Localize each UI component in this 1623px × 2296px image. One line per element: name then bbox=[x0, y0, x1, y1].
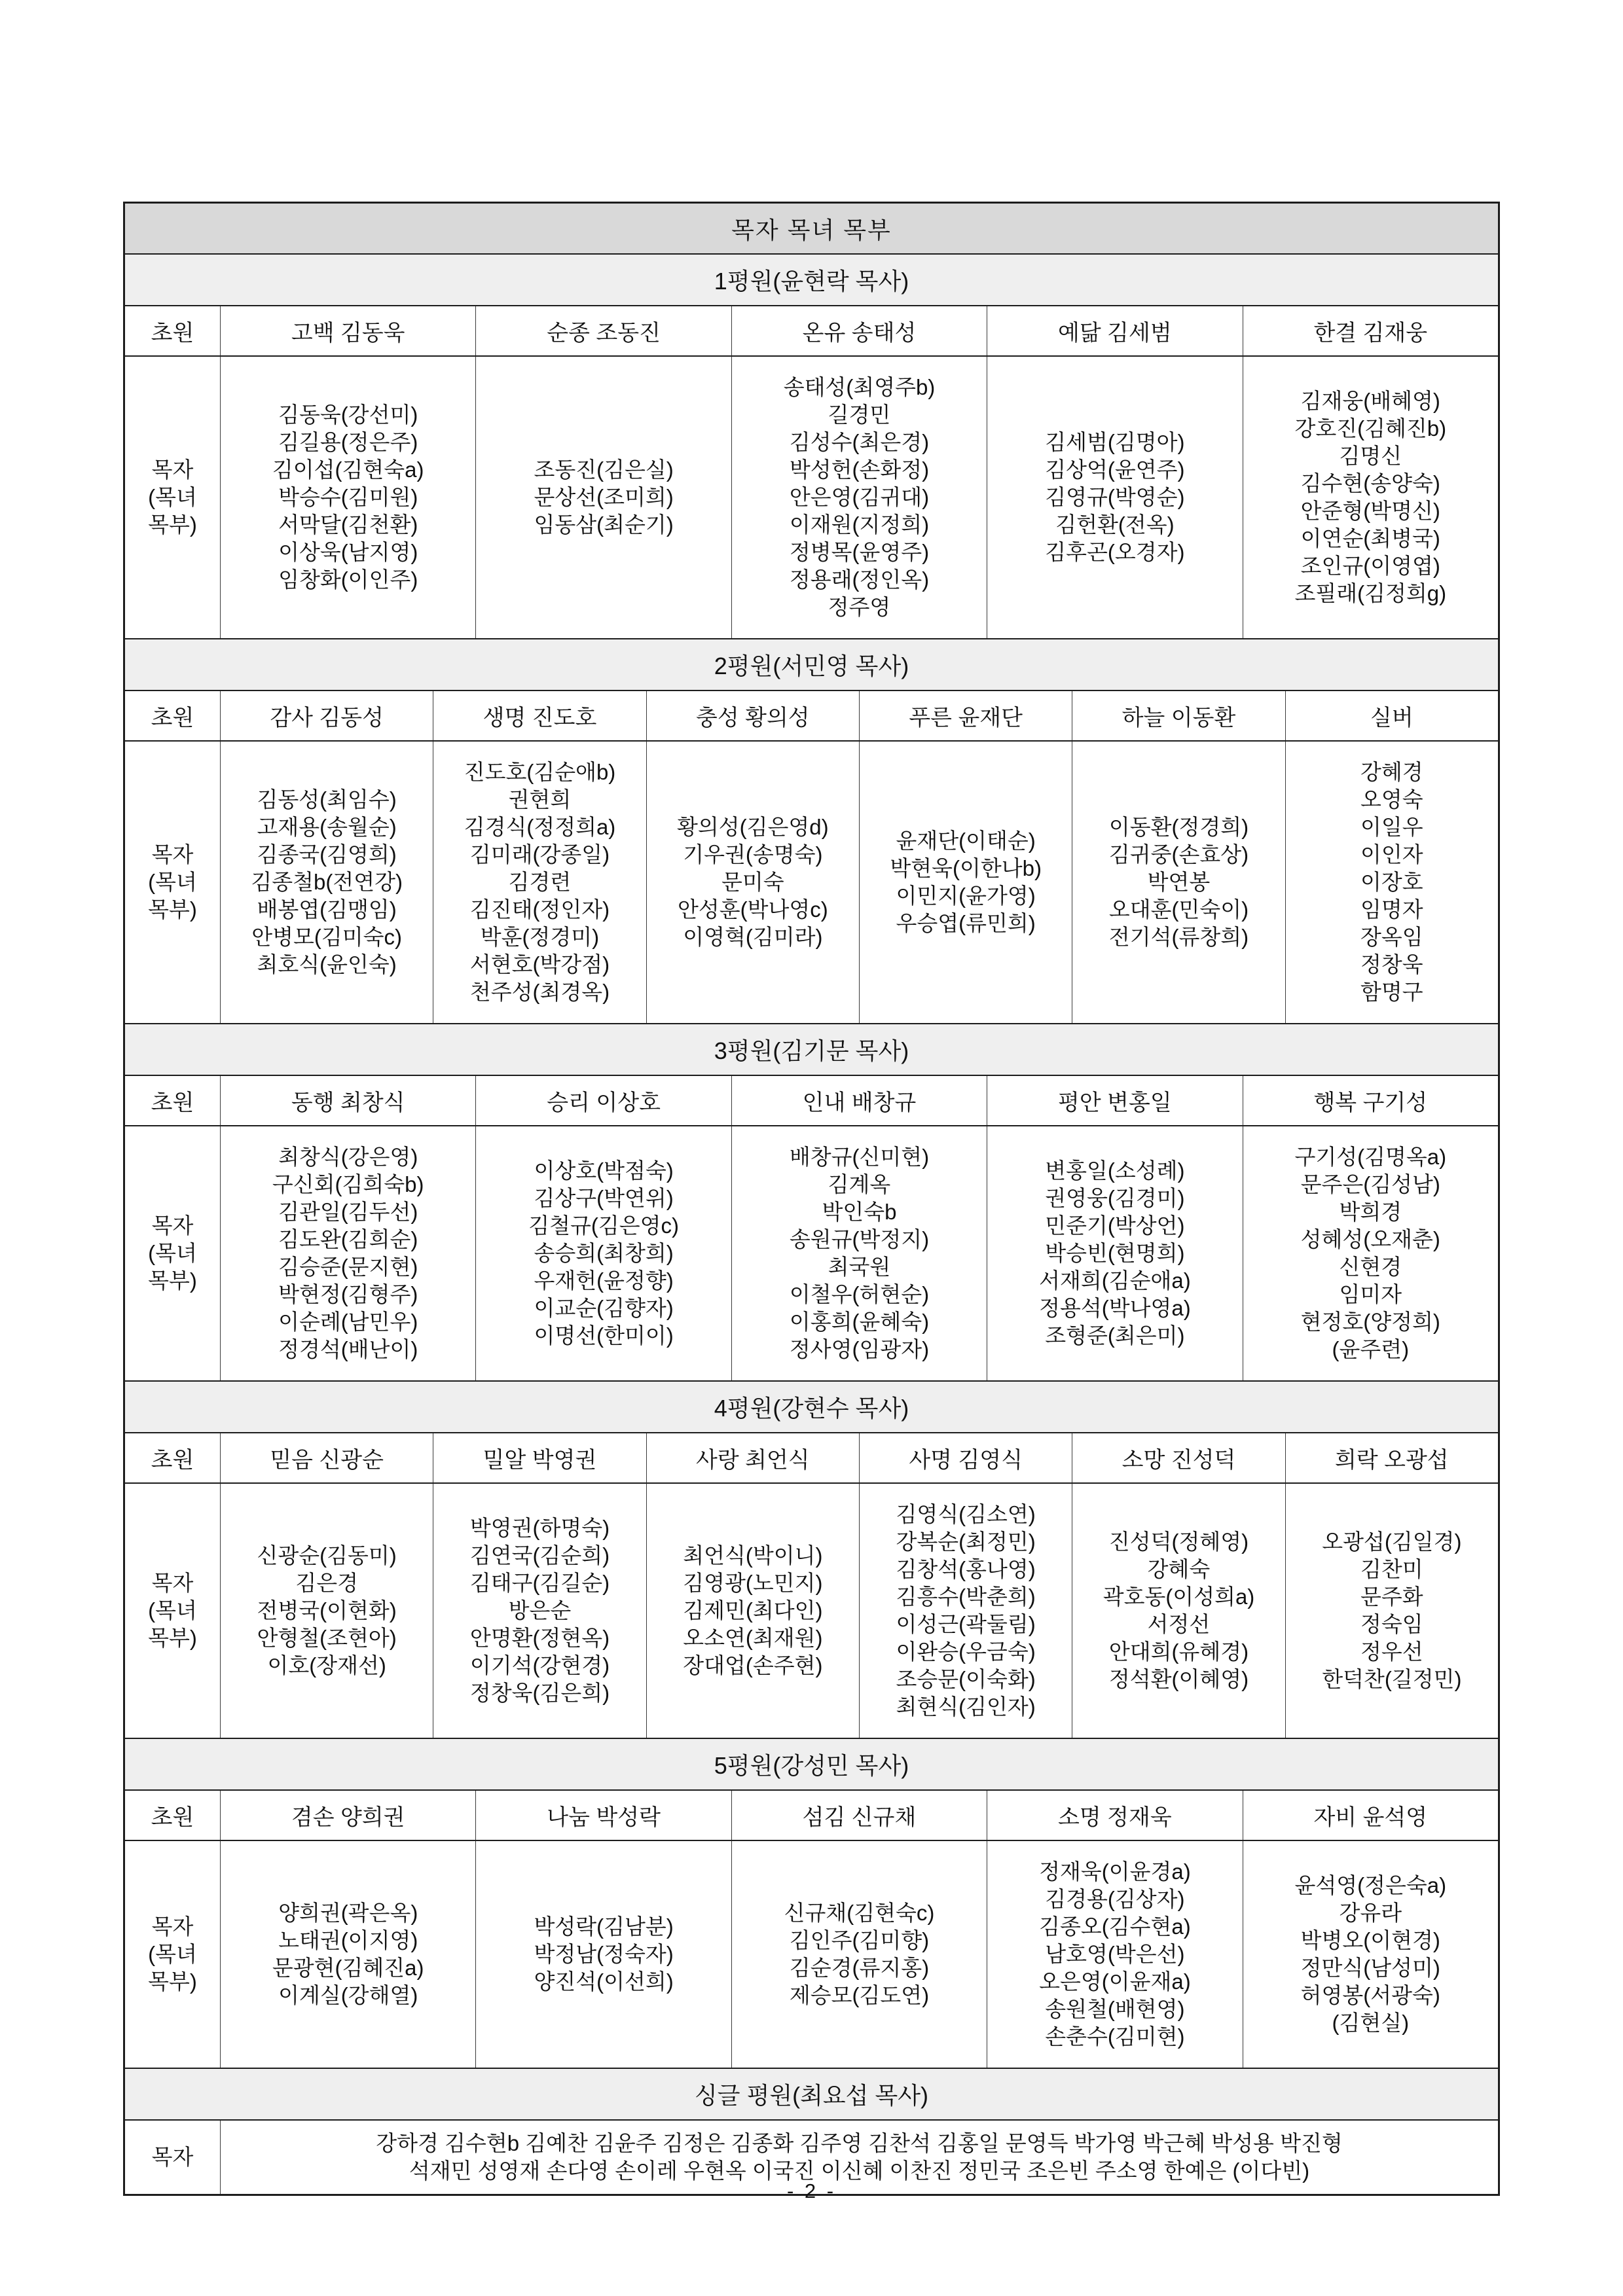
name-line: 김동욱(강선미) bbox=[278, 403, 418, 427]
name-line: 민준기(박상언) bbox=[1045, 1213, 1185, 1238]
pasture-cell bbox=[859, 742, 1072, 1023]
name-line: 박현정(김형주) bbox=[278, 1282, 418, 1306]
name-line: 이홍희(윤혜숙) bbox=[789, 1310, 930, 1334]
pasture-cell bbox=[646, 742, 859, 1023]
name-line: 정용석(박나영a) bbox=[1039, 1296, 1191, 1320]
name-line: 김상억(윤연주) bbox=[1045, 457, 1185, 482]
name-line: 정경석(배난이) bbox=[278, 1337, 418, 1361]
name-line: 김경용(김상자) bbox=[1045, 1887, 1185, 1911]
pasture-cell bbox=[987, 1126, 1242, 1380]
name-line: 이연순(최병국) bbox=[1300, 526, 1440, 550]
name-line: 남호영(박은선) bbox=[1045, 1942, 1185, 1966]
column-header: 인내 배창규 bbox=[731, 1076, 987, 1125]
column-header-row bbox=[125, 691, 1498, 742]
name-line: 김진태(정인자) bbox=[469, 897, 610, 922]
name-line: 박병오(이현경) bbox=[1300, 1928, 1440, 1952]
name-line: 김승준(문지현) bbox=[278, 1255, 418, 1279]
row-label-line: 목자 bbox=[151, 842, 194, 867]
name-line: 배봉엽(김맹임) bbox=[257, 897, 397, 922]
name-line: 구신회(김희숙b) bbox=[272, 1172, 424, 1196]
name-line: 김인주(김미향) bbox=[789, 1928, 930, 1952]
name-line: 진도호(김순애b) bbox=[464, 760, 616, 784]
pasture-cell bbox=[1243, 1841, 1498, 2068]
name-line: 장대업(손주현) bbox=[683, 1653, 823, 1677]
name-line: 정사영(임광자) bbox=[789, 1337, 930, 1361]
name-line: 이일우 bbox=[1360, 815, 1423, 839]
column-header: 고백 김동욱 bbox=[220, 306, 475, 355]
page-number: - 2 - bbox=[786, 2179, 837, 2202]
name-line: 박승빈(현명희) bbox=[1045, 1241, 1185, 1265]
name-line: 김관일(김두선) bbox=[278, 1200, 418, 1224]
name-line: 현정호(양정희) bbox=[1300, 1310, 1440, 1334]
pasture-cell bbox=[1285, 1484, 1498, 1738]
pasture-cell bbox=[475, 1841, 731, 2068]
name-line: 문광현(김혜진a) bbox=[272, 1956, 424, 1980]
name-line: 정창욱(김은희) bbox=[469, 1681, 610, 1705]
name-line: 임동삼(최순기) bbox=[534, 512, 674, 537]
name-line: 김영규(박영순) bbox=[1045, 485, 1185, 509]
name-line: 김미래(강종일) bbox=[469, 842, 610, 867]
name-line: 김이섭(김현숙a) bbox=[272, 457, 424, 482]
name-line: 윤재단(이태순) bbox=[896, 829, 1036, 853]
name-line: 오은영(이윤재a) bbox=[1039, 1969, 1191, 1994]
name-line: 김수현(송양숙) bbox=[1300, 471, 1440, 495]
name-line: 우재헌(윤정향) bbox=[534, 1268, 674, 1293]
name-line: 한덕찬(길정민) bbox=[1322, 1667, 1462, 1691]
single-names-line: 석재민 성영재 손다영 손이레 우현옥 이국진 이신혜 이찬진 정민국 조은빈 주소영 한예은 (이다빈) bbox=[409, 2159, 1310, 2183]
name-line: 황의성(김은영d) bbox=[677, 815, 829, 839]
column-header: 하늘 이동환 bbox=[1072, 691, 1285, 740]
name-line: 김도완(김희순) bbox=[278, 1227, 418, 1251]
single-section bbox=[125, 2068, 1498, 2194]
row-label-line: (목녀 bbox=[148, 870, 197, 894]
pasture-cell bbox=[220, 1484, 433, 1738]
column-header: 희락 오광섭 bbox=[1285, 1433, 1498, 1482]
sections-container bbox=[125, 255, 1498, 2194]
name-line: 김영식(김소연) bbox=[896, 1502, 1036, 1526]
name-line: 천주성(최경옥) bbox=[469, 980, 610, 1004]
column-header: 평안 변홍일 bbox=[987, 1076, 1242, 1125]
name-line: 정병목(윤영주) bbox=[789, 540, 930, 564]
name-line: 장옥임 bbox=[1360, 925, 1423, 949]
name-line: 이순례(남민우) bbox=[278, 1310, 418, 1334]
column-header: 동행 최창식 bbox=[220, 1076, 475, 1125]
name-line: 손춘수(김미현) bbox=[1045, 2024, 1185, 2049]
name-line: 안병모(김미숙c) bbox=[251, 925, 403, 949]
pasture-cell bbox=[433, 1484, 646, 1738]
name-line: 이기석(강현경) bbox=[469, 1653, 610, 1677]
name-line: 이장호 bbox=[1360, 870, 1423, 894]
column-header: 소망 진성덕 bbox=[1072, 1433, 1285, 1482]
name-line: 안은영(김귀대) bbox=[789, 485, 930, 509]
name-line: 이영혁(김미라) bbox=[683, 925, 823, 949]
name-line: 이동환(정경희) bbox=[1108, 815, 1249, 839]
name-line: 임창화(이인주) bbox=[278, 567, 418, 592]
name-line: 김성수(최은경) bbox=[789, 430, 930, 454]
row-label bbox=[125, 742, 220, 1023]
name-line: 이상욱(남지영) bbox=[278, 540, 418, 564]
name-line: 진성덕(정혜영) bbox=[1108, 1530, 1249, 1554]
name-line: 김세범(김명아) bbox=[1045, 430, 1185, 454]
section-body-row bbox=[125, 1126, 1498, 1380]
name-line: 최국원 bbox=[828, 1255, 891, 1279]
pasture-section bbox=[125, 638, 1498, 1023]
column-header: 믿음 신광순 bbox=[220, 1433, 433, 1482]
column-header: 승리 이상호 bbox=[475, 1076, 731, 1125]
row-label-line: 목자 bbox=[151, 1914, 194, 1939]
name-line: 함명구 bbox=[1360, 980, 1423, 1004]
column-header-row bbox=[125, 306, 1498, 357]
name-line: 우승엽(류민희) bbox=[896, 911, 1036, 935]
corner-label: 초원 bbox=[151, 1805, 194, 1830]
name-line: 서현호(박강점) bbox=[469, 952, 610, 977]
name-line: 권현희 bbox=[508, 787, 572, 812]
name-line: 문주화 bbox=[1360, 1585, 1423, 1609]
name-line: 송승희(최창희) bbox=[534, 1241, 674, 1265]
name-line: 김순경(류지홍) bbox=[789, 1956, 930, 1980]
pasture-cell bbox=[646, 1484, 859, 1738]
name-line: 문상선(조미희) bbox=[534, 485, 674, 509]
column-header-row bbox=[125, 1076, 1498, 1126]
name-line: 이상호(박점숙) bbox=[534, 1158, 674, 1183]
row-label: 목자 bbox=[151, 2145, 194, 2169]
name-line: 조필래(김정희g) bbox=[1294, 581, 1447, 605]
name-line: 전기석(류창희) bbox=[1108, 925, 1249, 949]
name-line: 성혜성(오재춘) bbox=[1300, 1227, 1440, 1251]
name-line: 박인숙b bbox=[822, 1200, 897, 1224]
name-line: 김찬미 bbox=[1360, 1557, 1423, 1581]
name-line: 배창규(신미현) bbox=[789, 1145, 930, 1169]
name-line: 김경련 bbox=[508, 870, 572, 894]
section-body-row bbox=[125, 742, 1498, 1023]
name-line: 고재용(송월순) bbox=[257, 815, 397, 839]
name-line: 기우권(송명숙) bbox=[683, 842, 823, 867]
name-line: 안성훈(박나영c) bbox=[677, 897, 828, 922]
row-label bbox=[125, 357, 220, 638]
pasture-cell bbox=[1243, 1126, 1498, 1380]
name-line: 정숙임 bbox=[1360, 1612, 1423, 1636]
name-line: 이명선(한미이) bbox=[534, 1323, 674, 1348]
pasture-cell bbox=[1243, 357, 1498, 638]
name-line: 정만식(남성미) bbox=[1300, 1956, 1440, 1980]
section-header: 5평원(강성민 목사) bbox=[125, 1739, 1498, 1791]
corner-label: 초원 bbox=[151, 1090, 194, 1115]
column-header: 사명 김영식 bbox=[859, 1433, 1072, 1482]
name-line: 송원철(배현영) bbox=[1045, 1997, 1185, 2021]
row-label-line: 목자 bbox=[151, 1571, 194, 1595]
name-line: 박성헌(손화정) bbox=[789, 457, 930, 482]
name-line: 노태권(이지영) bbox=[278, 1928, 418, 1952]
name-line: 변홍일(소성례) bbox=[1045, 1158, 1185, 1183]
pasture-cell bbox=[220, 742, 433, 1023]
row-label bbox=[125, 1126, 220, 1380]
roster-table bbox=[123, 202, 1500, 2196]
name-line: 양희권(곽은옥) bbox=[278, 1901, 418, 1925]
name-line: 서정선 bbox=[1147, 1612, 1211, 1636]
name-line: 문미숙 bbox=[721, 870, 784, 894]
section-body-row bbox=[125, 1484, 1498, 1738]
name-line: 방은순 bbox=[508, 1598, 572, 1623]
name-line: 김제민(최다인) bbox=[683, 1598, 823, 1623]
row-label-line: 목자 bbox=[151, 1213, 194, 1238]
name-line: 이인자 bbox=[1360, 842, 1423, 867]
name-line: 이성근(곽둘림) bbox=[896, 1612, 1036, 1636]
row-label-line: (목녀 bbox=[148, 1241, 197, 1265]
name-line: 강혜경 bbox=[1360, 760, 1423, 784]
name-line: 강혜숙 bbox=[1147, 1557, 1211, 1581]
name-line: 이완승(우금숙) bbox=[896, 1640, 1036, 1664]
pasture-cell bbox=[220, 1126, 475, 1380]
row-label-line: (목녀 bbox=[148, 1942, 197, 1966]
name-line: 이민지(윤가영) bbox=[896, 884, 1036, 908]
name-line: 김종국(김영희) bbox=[257, 842, 397, 867]
column-header: 감사 김동성 bbox=[220, 691, 433, 740]
name-line: 김창석(홍나영) bbox=[896, 1557, 1036, 1581]
corner-label: 초원 bbox=[151, 706, 194, 730]
name-line: 안대희(유혜경) bbox=[1108, 1640, 1249, 1664]
name-line: 최언식(박이니) bbox=[683, 1543, 823, 1568]
pasture-section bbox=[125, 1380, 1498, 1738]
name-line: 박정남(정숙자) bbox=[534, 1942, 674, 1966]
name-line: 안준형(박명신) bbox=[1300, 499, 1440, 523]
name-line: 전병국(이현화) bbox=[257, 1598, 397, 1623]
column-header: 생명 진도호 bbox=[433, 691, 646, 740]
name-line: 박희경 bbox=[1339, 1200, 1402, 1224]
column-header: 겸손 양희권 bbox=[220, 1791, 475, 1840]
row-label-line: 목자 bbox=[151, 457, 194, 482]
name-line: 권영웅(김경미) bbox=[1045, 1186, 1185, 1210]
corner-label: 초원 bbox=[151, 1448, 194, 1473]
name-line: 이교순(김향자) bbox=[534, 1296, 674, 1320]
name-line: 안형철(조현아) bbox=[257, 1626, 397, 1650]
name-line: 김철규(김은영c) bbox=[528, 1213, 679, 1238]
pasture-cell bbox=[731, 1126, 987, 1380]
row-label-line: 목부) bbox=[148, 1268, 197, 1293]
section-header: 4평원(강현수 목사) bbox=[125, 1382, 1498, 1433]
name-line: 김헌환(전옥) bbox=[1055, 512, 1175, 537]
name-line: 김은경 bbox=[295, 1571, 358, 1595]
name-line: 제승모(김도연) bbox=[789, 1983, 930, 2007]
row-label-line: 목부) bbox=[148, 512, 197, 537]
column-header: 충성 황의성 bbox=[646, 691, 859, 740]
name-line: 최호식(윤인숙) bbox=[257, 952, 397, 977]
pasture-cell bbox=[1285, 742, 1498, 1023]
row-label-line: 목부) bbox=[148, 897, 197, 922]
name-line: 서재희(김순애a) bbox=[1039, 1268, 1191, 1293]
pasture-cell bbox=[1072, 742, 1285, 1023]
name-line: 신광순(김동미) bbox=[257, 1543, 397, 1568]
name-line: 허영봉(서광숙) bbox=[1300, 1983, 1440, 2007]
name-line: 이호(장재선) bbox=[267, 1653, 386, 1677]
name-line: 김연국(김순희) bbox=[469, 1543, 610, 1568]
pasture-cell bbox=[731, 357, 987, 638]
name-line: 김귀중(손효상) bbox=[1108, 842, 1249, 867]
name-line: 박현욱(이한나b) bbox=[890, 856, 1042, 880]
name-line: 서막달(김천환) bbox=[278, 512, 418, 537]
pasture-cell bbox=[987, 1841, 1242, 2068]
row-label-line: 목부) bbox=[148, 1626, 197, 1650]
row-label-line: 목부) bbox=[148, 1969, 197, 1994]
pasture-cell bbox=[220, 357, 475, 638]
column-header: 밀알 박영권 bbox=[433, 1433, 646, 1482]
column-header: 소명 정재욱 bbox=[987, 1791, 1242, 1840]
name-line: 곽호동(이성희a) bbox=[1103, 1585, 1255, 1609]
name-line: 송원규(박정지) bbox=[789, 1227, 930, 1251]
section-header: 싱글 평원(최요섭 목사) bbox=[125, 2069, 1498, 2121]
column-header: 자비 윤석영 bbox=[1243, 1791, 1498, 1840]
name-line: 정창욱 bbox=[1360, 952, 1423, 977]
name-line: 김상구(박연위) bbox=[534, 1186, 674, 1210]
pasture-cell bbox=[1072, 1484, 1285, 1738]
name-line: 강유라 bbox=[1339, 1901, 1402, 1925]
name-line: 양진석(이선희) bbox=[534, 1969, 674, 1994]
name-line: 오광섭(김일경) bbox=[1322, 1530, 1462, 1554]
column-header: 온유 송태성 bbox=[731, 306, 987, 355]
name-line: 박성락(김남분) bbox=[534, 1914, 674, 1939]
name-line: 김길용(정은주) bbox=[278, 430, 418, 454]
name-line: 박연봉 bbox=[1147, 870, 1211, 894]
name-line: 김계옥 bbox=[828, 1172, 891, 1196]
name-line: 오소연(최재원) bbox=[683, 1626, 823, 1650]
pasture-section bbox=[125, 1023, 1498, 1380]
name-line: 김명신 bbox=[1339, 444, 1402, 468]
name-line: 오대훈(민숙이) bbox=[1108, 897, 1249, 922]
name-line: 최창식(강은영) bbox=[278, 1145, 418, 1169]
name-line: 이계실(강해열) bbox=[278, 1983, 418, 2007]
corner-label: 초원 bbox=[151, 321, 194, 346]
column-header: 행복 구기성 bbox=[1243, 1076, 1498, 1125]
name-line: 박승수(김미원) bbox=[278, 485, 418, 509]
name-line: 박영권(하명숙) bbox=[469, 1516, 610, 1540]
pasture-cell bbox=[475, 357, 731, 638]
section-header: 3평원(김기문 목사) bbox=[125, 1024, 1498, 1076]
name-line: 정용래(정인옥) bbox=[789, 567, 930, 592]
name-line: 신현경 bbox=[1339, 1255, 1402, 1279]
name-line: 김종철b(전연강) bbox=[251, 870, 403, 894]
name-line: 김흥수(박춘희) bbox=[896, 1585, 1036, 1609]
column-header: 섬김 신규채 bbox=[731, 1791, 987, 1840]
name-line: 강복순(최정민) bbox=[896, 1530, 1036, 1554]
name-line: (김현실) bbox=[1332, 2011, 1410, 2035]
name-line: 구기성(김명옥a) bbox=[1294, 1145, 1447, 1169]
name-line: 이철우(허현순) bbox=[789, 1282, 930, 1306]
column-header: 나눔 박성락 bbox=[475, 1791, 731, 1840]
name-line: 김태구(김길순) bbox=[469, 1571, 610, 1595]
section-header: 1평원(윤현락 목사) bbox=[125, 255, 1498, 306]
name-line: 조형준(최은미) bbox=[1045, 1323, 1185, 1348]
pasture-cell bbox=[731, 1841, 987, 2068]
pasture-cell bbox=[987, 357, 1242, 638]
single-names-line: 강하경 김수현b 김예찬 김윤주 김정은 김종화 김주영 김찬석 김홍일 문영득 박가영 박근혜 박성용 박진형 bbox=[376, 2131, 1343, 2155]
section-body-row bbox=[125, 357, 1498, 638]
name-line: 안명환(정현옥) bbox=[469, 1626, 610, 1650]
name-line: 문주은(김성남) bbox=[1300, 1172, 1440, 1196]
column-header: 실버 bbox=[1285, 691, 1498, 740]
pasture-cell bbox=[475, 1126, 731, 1380]
name-line: 김종오(김수현a) bbox=[1039, 1914, 1191, 1939]
name-line: 신규채(김현숙c) bbox=[784, 1901, 935, 1925]
name-line: 정재욱(이윤경a) bbox=[1039, 1859, 1191, 1884]
section-body-row bbox=[125, 1841, 1498, 2068]
column-header: 순종 조동진 bbox=[475, 306, 731, 355]
name-line: 오영숙 bbox=[1360, 787, 1423, 812]
name-line: 정주영 bbox=[828, 595, 891, 619]
pasture-section bbox=[125, 1738, 1498, 2068]
pasture-section bbox=[125, 255, 1498, 638]
name-line: 조승문(이숙화) bbox=[896, 1667, 1036, 1691]
name-line: 강호진(김혜진b) bbox=[1294, 416, 1447, 440]
column-header-row bbox=[125, 1791, 1498, 1841]
name-line: 송태성(최영주b) bbox=[783, 375, 936, 399]
name-line: 임미자 bbox=[1339, 1282, 1402, 1306]
section-header: 2평원(서민영 목사) bbox=[125, 639, 1498, 691]
name-line: 조동진(김은실) bbox=[534, 457, 674, 482]
name-line: 윤석영(정은숙a) bbox=[1294, 1873, 1447, 1897]
name-line: (윤주련) bbox=[1332, 1337, 1410, 1361]
name-line: 정석환(이혜영) bbox=[1108, 1667, 1249, 1691]
column-header: 푸른 윤재단 bbox=[859, 691, 1072, 740]
table-title: 목자 목녀 목부 bbox=[125, 204, 1498, 255]
column-header: 예닮 김세범 bbox=[987, 306, 1242, 355]
name-line: 김후곤(오경자) bbox=[1045, 540, 1185, 564]
pasture-cell bbox=[220, 1841, 475, 2068]
pasture-cell bbox=[433, 742, 646, 1023]
column-header-row bbox=[125, 1433, 1498, 1484]
name-line: 김경식(정정희a) bbox=[464, 815, 616, 839]
column-header: 한결 김재웅 bbox=[1243, 306, 1498, 355]
name-line: 임명자 bbox=[1360, 897, 1423, 922]
column-header: 사랑 최언식 bbox=[646, 1433, 859, 1482]
row-label-line: (목녀 bbox=[148, 485, 197, 509]
name-line: 김영광(노민지) bbox=[683, 1571, 823, 1595]
name-line: 김재웅(배혜영) bbox=[1300, 389, 1440, 413]
name-line: 최현식(김인자) bbox=[896, 1695, 1036, 1719]
row-label bbox=[125, 1484, 220, 1738]
name-line: 김동성(최임수) bbox=[257, 787, 397, 812]
name-line: 정우선 bbox=[1360, 1640, 1423, 1664]
row-label bbox=[125, 1841, 220, 2068]
row-label-line: (목녀 bbox=[148, 1598, 197, 1623]
pasture-cell bbox=[859, 1484, 1072, 1738]
name-line: 이재원(지정희) bbox=[789, 512, 930, 537]
name-line: 길경민 bbox=[828, 403, 891, 427]
name-line: 조인규(이영엽) bbox=[1300, 554, 1440, 578]
name-line: 박훈(정경미) bbox=[480, 925, 600, 949]
